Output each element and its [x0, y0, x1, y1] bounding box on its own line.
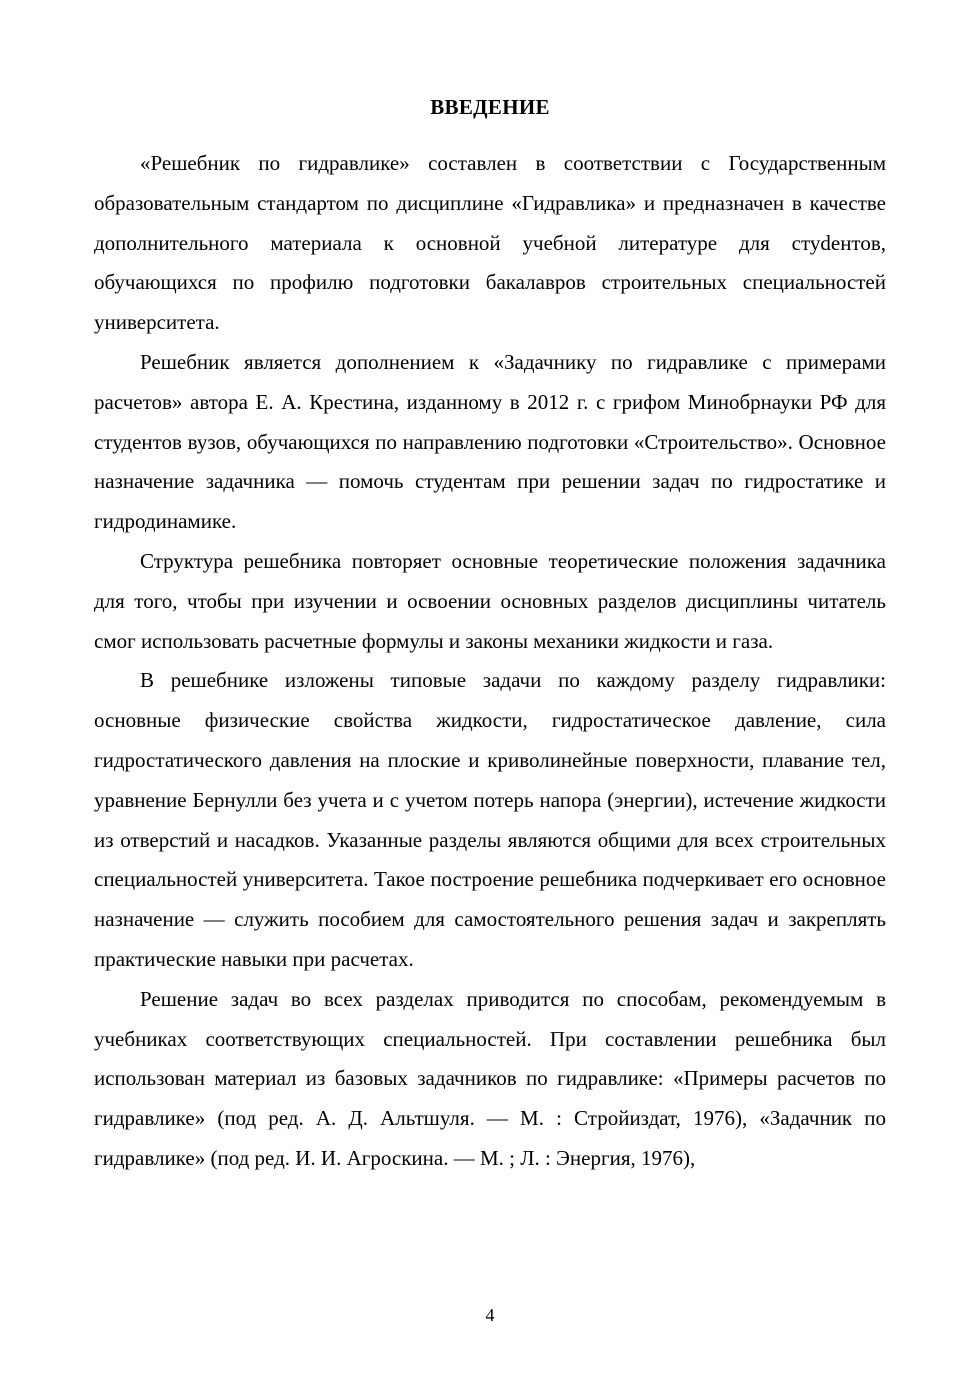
paragraph-3: Структура решебника повторяет основные теоретические положения задачника для того, чтобы при изучении и освоении основных разделов дисциплины читатель смог использовать расчетные формулы и законы механики жидкости и газа.	[94, 548, 886, 653]
section-heading: ВВЕДЕНИЕ	[430, 95, 550, 119]
paragraph-4: В решебнике изложены типовые задачи по каждому разделу гидравлики: основные физические свойства жидкости, гидростатическое давление, сила гидростатического давления на плоские и криволинейные поверхности, плавание тел, уравнение Бернулли без учета и с учетом потерь напора (энергии), истечение жидкости из отверстий и насадков. Указанные разделы являются общими для всех строительных специальностей университета. Такое построение решебника подчеркивает его основное назначение — служить пособием для самостоятельного решения задач и закреплять практические навыки при расчетах.	[94, 668, 886, 971]
page-number: 4	[485, 1305, 495, 1325]
body-text	[94, 144, 886, 1179]
paragraph-1: «Решебник по гидравлике» составлен в соответствии с Государственным образовательным стандартом по дисциплине «Гидравлика» и предназначен в качестве дополнительного материала к основной учебной литературе для стуdентов, обучающихся по профилю подготовки бакалавров строительных специальностей университета.	[94, 151, 886, 335]
paragraph-5: Решение задач во всех разделах приводится по способам, рекомендуемым в учебниках соответствующих специальностей. При составлении решебника был использован материал из базовых задачников по гидравлике: «Примеры расчетов по гидравлике» (под ред. А. Д. Альтшуля. — М. : Стройиздат, 1976), «Задачник по гидравлике» (под ред. И. И. Агроскина. — М. ; Л. : Энергия, 1976),	[94, 986, 886, 1170]
paragraph-2: Решебник является дополнением к «Задачнику по гидравлике с примерами расчетов» автора Е. А. Крестина, изданному в 2012 г. с грифом Минобрнауки РФ для студентов вузов, обучающихся по направлению подготовки «Строительство». Основное назначение задачника — помочь студентам при решении задач по гидростатике и гидродинамике.	[94, 349, 886, 534]
